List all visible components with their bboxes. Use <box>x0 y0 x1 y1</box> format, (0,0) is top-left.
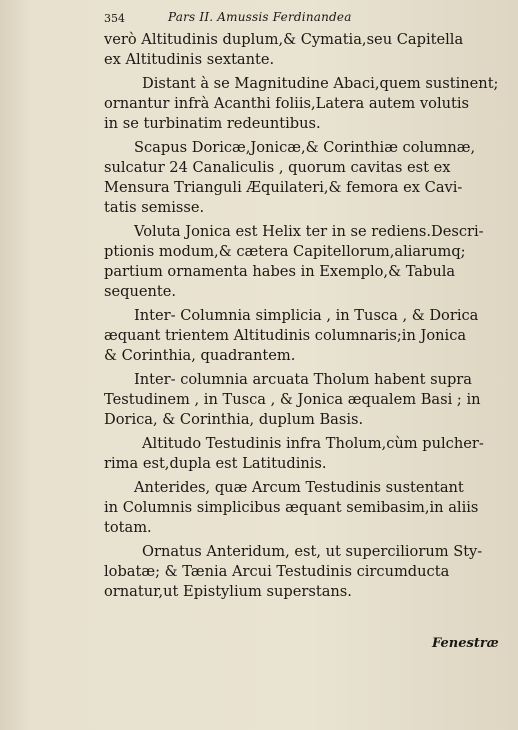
text-line: lobatæ; & Tænia Arcui Testudinis circumducta <box>104 563 450 580</box>
running-head <box>104 10 478 28</box>
page-number: 354 <box>104 12 125 25</box>
text-line: ptionis modum,& cætera Capitellorum,aliarumq; <box>104 243 466 260</box>
running-head-title: Pars II. Amussis Ferdinandea <box>168 10 352 24</box>
text-line: verò Altitudinis duplum,& Cymatia,seu Capitella <box>104 31 464 48</box>
text-line: in Columnis simplicibus æquant semibasim,in aliis <box>104 499 479 516</box>
text-line: rima est,dupla est Latitudinis. <box>104 455 327 472</box>
text-line: Mensura Trianguli Æquilateri,& femora ex Cavi- <box>104 179 463 196</box>
text-line: æquant trientem Altitudinis columnaris;in Jonica <box>104 327 467 344</box>
text-line: Testudinem , in Tusca , & Jonica æqualem Basi ; in <box>104 391 481 408</box>
catchword: Fenestræ <box>432 636 499 651</box>
text-line: totam. <box>104 519 152 536</box>
text-line: ornantur infrà Acanthi foliis,Latera autem volutis <box>104 95 470 112</box>
text-line: Anterides, quæ Arcum Testudinis sustentant <box>134 479 464 496</box>
text-line: & Corinthia, quadrantem. <box>104 347 296 364</box>
text-line: Dorica, & Corinthia, duplum Basis. <box>104 411 364 428</box>
text-line: in se turbinatim redeuntibus. <box>104 115 321 132</box>
body-text <box>104 30 498 602</box>
text-line: ex Altitudinis sextante. <box>104 51 275 68</box>
text-line: partium ornamenta habes in Exemplo,& Tabula <box>104 263 456 280</box>
text-line: Ornatus Anteridum, est, ut superciliorum Sty- <box>142 543 483 560</box>
text-line: tatis semisse. <box>104 199 205 216</box>
text-line: Altitudo Testudinis infra Tholum,cùm pulcher- <box>142 435 484 452</box>
text-line: sulcatur 24 Canaliculis , quorum cavitas est ex <box>104 159 451 176</box>
text-line: Distant à se Magnitudine Abaci,quem sustinent; <box>142 75 498 92</box>
text-line: Inter- columnia arcuata Tholum habent supra <box>134 371 472 388</box>
text-line: ornatur,ut Epistylium superstans. <box>104 583 352 600</box>
text-line: sequente. <box>104 283 177 300</box>
text-line: Scapus Doricæ,Jonicæ,& Corinthiæ columnæ, <box>134 139 476 156</box>
text-line: Inter- Columnia simplicia , in Tusca , & Dorica <box>134 307 479 324</box>
text-line: Voluta Jonica est Helix ter in se rediens.Descri- <box>134 223 484 240</box>
